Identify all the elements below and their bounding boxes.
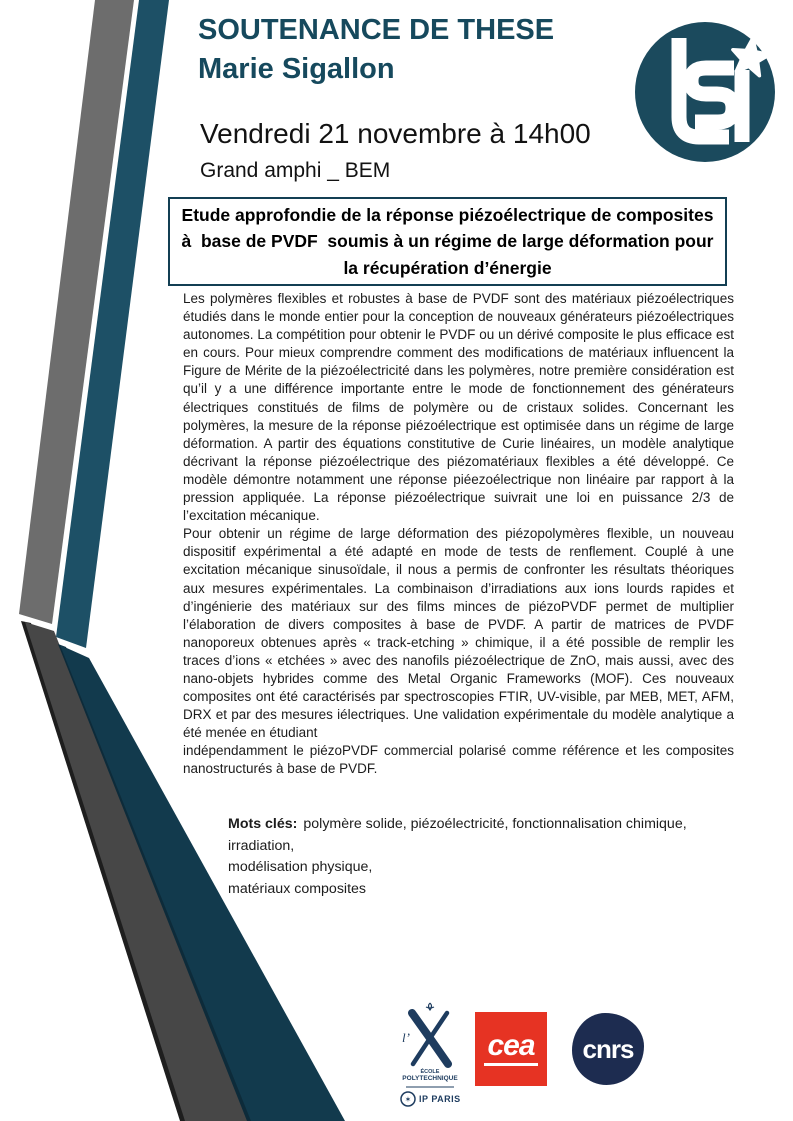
keywords-block <box>228 814 728 900</box>
thesis-title-line: à base de PVDF soumis à un régime de large déformation pour <box>181 231 714 252</box>
abstract-paragraph-2: Pour obtenir un régime de large déformation des piézopolymères flexible, un nouveau dispositif expérimental a été adapté en mode de tests de renflement. Couplé à une excitation mécanique sinusoïdale, il nous a permis de confronter les résultats théoriques aux mesures expérimentales. La combinaison d’irradiations aux ions lourds rapides et d’ingénierie des matériaux sur des films minces de piézoPVDF permet de multiplier l’élaboration de divers composites à base de PVDF. A partir de matrices de PVDF nanoporeux obtenues après « track-etching » chimique, il a été possible de remplir les traces d’ions « etchées » avec des nanofils piézoélectrique de ZnO, mais aussi, avec des nano-objets hybrides comme des Metal Organic Frameworks (MOF). Ces nouveaux composites ont été caractérisés par spectroscopies FTIR, UV-visible, par MEB, MET, AFM, DRX et par des mesures iélectriques. Une validation expérimentale du modèle analytique a été menée en étudiant <box>183 526 734 741</box>
cea-logo <box>475 1012 547 1086</box>
abstract <box>183 290 734 779</box>
poster-title: SOUTENANCE DE THESE <box>198 14 555 46</box>
speaker-name: Marie Sigallon <box>198 53 395 85</box>
ip-paris-globe-star: ✶ <box>404 1095 412 1104</box>
keywords-text: polymère solide, piézoélectricité, fonctionnalisation chimique, irradiation, <box>228 816 687 854</box>
keywords-line-1 <box>228 814 728 857</box>
cea-logo-text: cea <box>484 1032 537 1066</box>
polytechnique-x-icon <box>412 1013 448 1064</box>
abstract-paragraph-1: Les polymères flexibles et robustes à base de PVDF sont des matériaux piézoélectriques étudiés dans le monde entier pour la conception de nouveaux générateurs piézoélectriques autonomes. La compétition pour obtenir le PVDF ou un dérivé composite le plus efficace est en cours. Pour mieux comprendre comment des modifications de matériaux influencent la Figure de Mérite de la piézoélectricité dans les polymères, notre première considération est qu’il y a une différence importante entre le mode de fonctionnement des générateurs électriques constitués de films de polymère ou de cristaux solides. Concernant les polymères, la mesure de la réponse piézoélectrique est optimisée dans un régime de large déformation. A partir des équations constitutive de Curie linéaires, un modèle analytique décrivant la réponse piézoélectrique des piézomatériaux flexibles a été développé. Ce modèle démontre notamment une réponse piéezoélectrique non linéaire par rapport à la pression appliquée. La réponse piézoélectrique suivrait une loi en puissance 2/3 de l’excitation mécanique. <box>183 291 734 524</box>
polytechnique-name-label: POLYTECHNIQUE <box>402 1075 458 1082</box>
polytechnique-crest-icon <box>426 1003 434 1010</box>
event-datetime: Vendredi 21 novembre à 14h00 <box>200 118 591 149</box>
keywords-label: Mots clés: <box>228 816 298 832</box>
thesis-title-box <box>168 197 727 286</box>
event-location: Grand amphi _ BEM <box>200 159 391 182</box>
lsi-logo <box>633 16 783 166</box>
ecole-polytechnique-logo <box>394 1000 466 1112</box>
polytechnique-ecole-label: ÉCOLE <box>420 1069 440 1075</box>
ip-paris-label: IP PARIS <box>419 1094 461 1104</box>
abstract-paragraph-3: indépendamment le piézoPVDF commercial polarisé comme référence et les composites nanostructurés à base de PVDF. <box>183 743 734 777</box>
thesis-title-line: Etude approfondie de la réponse piézoélectrique de composites <box>181 204 714 225</box>
thesis-title-line: la récupération d’énergie <box>343 257 552 278</box>
keywords-line-2: modélisation physique, <box>228 859 373 875</box>
cnrs-logo-text: cnrs <box>582 1033 634 1064</box>
polytechnique-lx: l’ <box>402 1030 410 1045</box>
keywords-line-3: matériaux composites <box>228 880 366 897</box>
